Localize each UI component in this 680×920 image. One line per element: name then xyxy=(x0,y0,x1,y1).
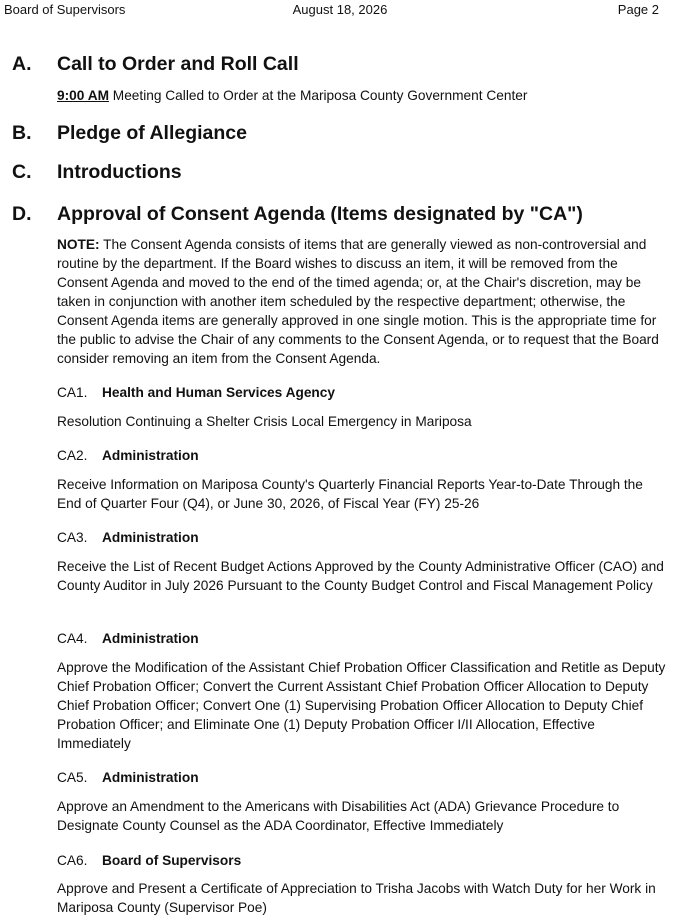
consent-item-department: Administration xyxy=(102,631,199,646)
consent-item-heading xyxy=(57,629,199,648)
call-to-order-text: Meeting Called to Order at the Mariposa County Government Center xyxy=(108,88,528,103)
note-label: NOTE: xyxy=(57,237,100,252)
page-header xyxy=(0,2,680,18)
consent-item-heading xyxy=(57,528,199,547)
consent-item-code: CA4. xyxy=(57,631,88,646)
consent-item-code: CA1. xyxy=(57,385,88,400)
section-letter: C. xyxy=(12,161,32,183)
note-text: The Consent Agenda consists of items that are generally viewed as non-controversial and routine by the department. If the Board wishes to discuss an item, it will be removed from the Consent Agenda and moved to the end of the timed agenda; or, at the Chair's discretion, may be taken in conjunction with another item scheduled by the respective department; otherwise, the Consent Agenda items are generally approved in one single motion. This is the appropriate time for the public to advise the Chair of any comments to the Consent Agenda, or to request that the Board consider removing an item from the Consent Agenda. xyxy=(57,237,659,366)
section-title: Approval of Consent Agenda (Items designated by "CA") xyxy=(57,203,583,225)
consent-item-heading xyxy=(57,446,199,465)
header-board-name: Board of Supervisors xyxy=(4,2,126,17)
consent-item-heading xyxy=(57,768,199,787)
consent-item-description: Receive the List of Recent Budget Actions Approved by the County Administrative Officer (CAO) and County Auditor in July 2026 Pursuant to the County Budget Control and Fiscal Management Policy xyxy=(57,559,664,593)
section-title: Call to Order and Roll Call xyxy=(57,53,299,75)
header-date: August 18, 2026 xyxy=(292,2,388,17)
consent-item-code: CA2. xyxy=(57,448,88,463)
section-letter: A. xyxy=(12,53,32,75)
consent-item-description: Approve an Amendment to the Americans with Disabilities Act (ADA) Grievance Procedure to Designate County Counsel as the ADA Coordinator, Effective Immediately xyxy=(57,799,620,833)
call-to-order-time: 9:00 AM xyxy=(57,88,109,103)
consent-item-code: CA5. xyxy=(57,770,88,785)
consent-item-description: Receive Information on Mariposa County's Quarterly Financial Reports Year-to-Date Through the End of Quarter Four (Q4), or June 30, 2026, of Fiscal Year (FY) 25-26 xyxy=(57,477,643,511)
consent-item-description: Approve the Modification of the Assistant Chief Probation Officer Classification and Retitle as Deputy Chief Probation Officer; Convert the Current Assistant Chief Probation Officer Allocation to Deputy Chief Probation Officer; Convert One (1) Supervising Probation Officer Allocation to Deputy Chief Probation Officer; and Eliminate One (1) Deputy Probation Officer I/II Allocation, Effective Immediately xyxy=(57,660,666,751)
section-title: Pledge of Allegiance xyxy=(57,122,247,144)
consent-item-department: Health and Human Services Agency xyxy=(102,385,336,400)
consent-item-description: Approve and Present a Certificate of Appreciation to Trisha Jacobs with Watch Duty for her Work in Mariposa County (Supervisor Poe) xyxy=(57,881,656,915)
call-to-order-line xyxy=(57,86,667,105)
consent-item-heading xyxy=(57,383,335,402)
consent-item-department: Administration xyxy=(102,530,199,545)
consent-agenda-note xyxy=(57,235,667,368)
consent-item-code: CA6. xyxy=(57,853,88,868)
section-title: Introductions xyxy=(57,161,182,183)
consent-item-department: Administration xyxy=(102,770,199,785)
header-page-number: Page 2 xyxy=(617,2,659,17)
section-letter: D. xyxy=(12,203,32,225)
consent-item-department: Administration xyxy=(102,448,199,463)
section-letter: B. xyxy=(12,122,32,144)
consent-item-description: Resolution Continuing a Shelter Crisis Local Emergency in Mariposa xyxy=(57,414,472,429)
consent-item-heading xyxy=(57,851,241,870)
consent-item-code: CA3. xyxy=(57,530,88,545)
consent-item-department: Board of Supervisors xyxy=(102,853,242,868)
